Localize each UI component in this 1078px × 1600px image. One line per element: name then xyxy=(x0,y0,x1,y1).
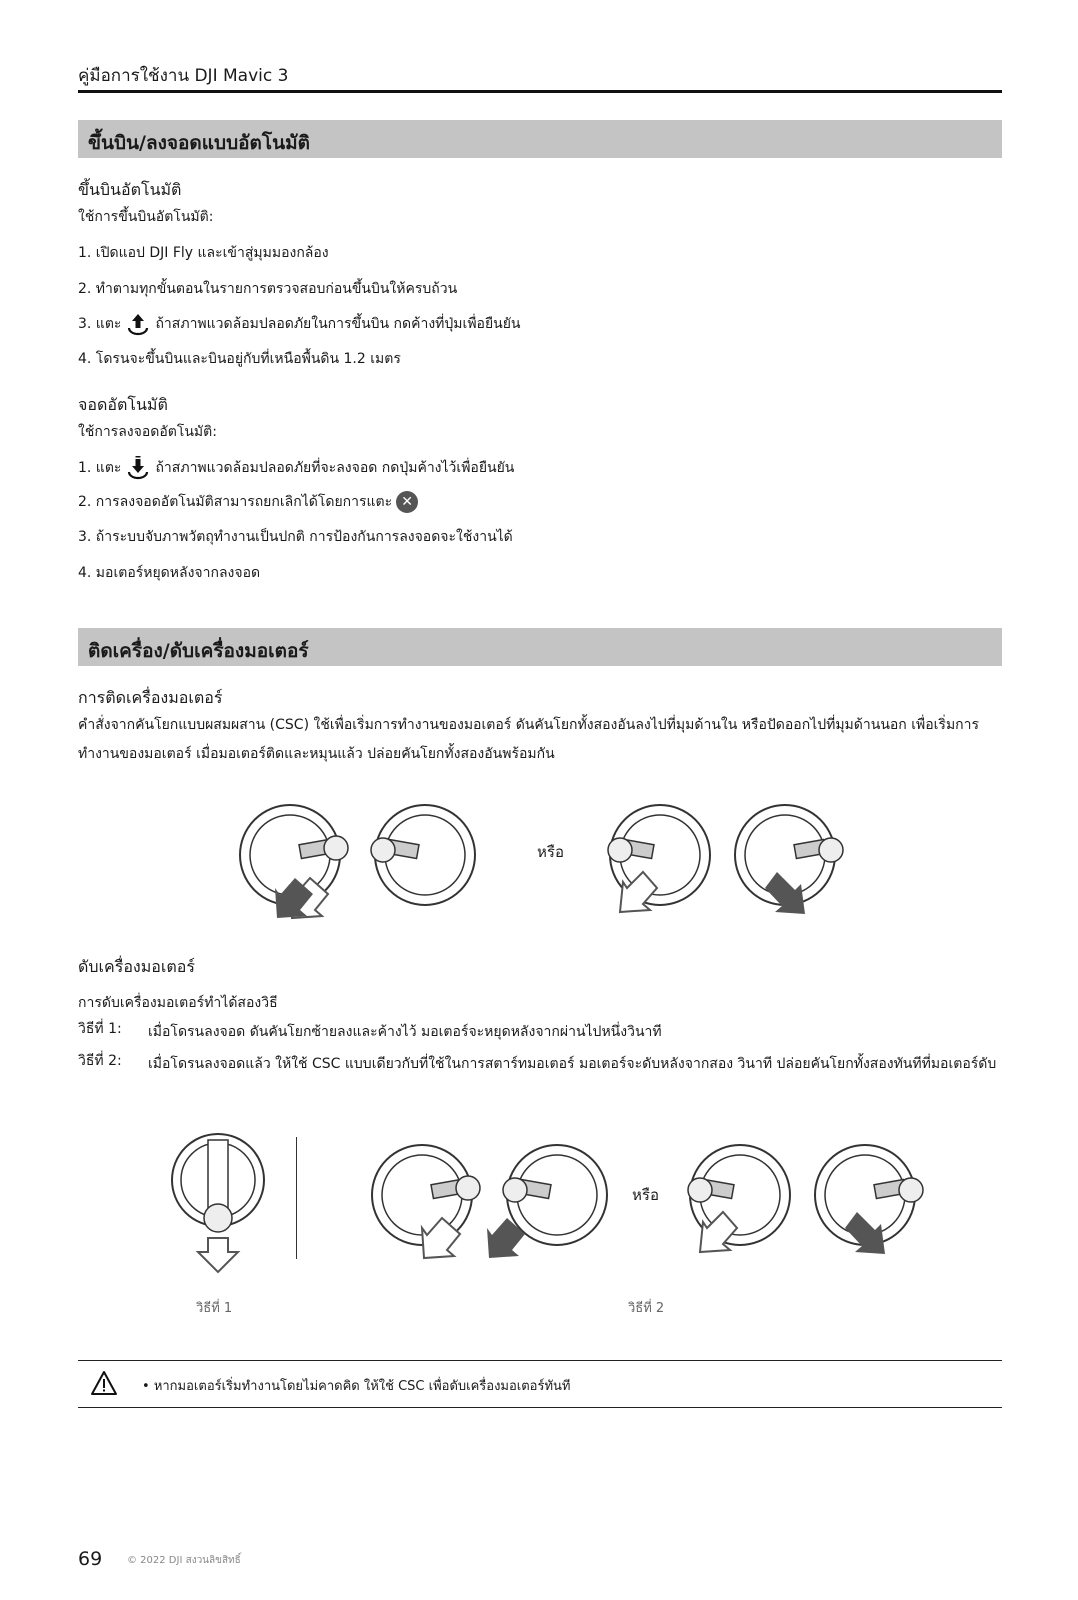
caption-method-2: วิธีที่ 2 xyxy=(628,1301,665,1316)
takeoff-step-2 xyxy=(78,278,457,300)
landing-step-2 xyxy=(78,491,418,513)
takeoff-step-4-text: 4. โดรนจะขึ้นบินและบินอยู่กับที่เหนือพื้นดิน 1.2 เมตร xyxy=(78,351,401,367)
or-label-start: หรือ xyxy=(537,843,564,861)
cancel-icon: ✕ xyxy=(396,491,418,513)
landing-step-4-text: 4. มอเตอร์หยุดหลังจากลงจอด xyxy=(78,565,261,581)
landing-step-1 xyxy=(78,456,514,480)
takeoff-step-3-prefix: 3. แตะ xyxy=(78,316,122,332)
page-number: 69 xyxy=(78,1548,103,1570)
header-title: คู่มือการใช้งาน DJI Mavic 3 xyxy=(78,66,289,86)
stop-method-2-text: เมื่อโดรนลงจอดแล้ว ให้ใช้ CSC แบบเดียวกับที่ใช้ในการสตาร์ทมอเตอร์ มอเตอร์จะดับหลังจากสอง วินาที ปล่อยคันโยกทั้งสองทันทีที่มอเตอร์ดับ xyxy=(148,1056,997,1072)
takeoff-intro: ใช้การขึ้นบินอัตโนมัติ: xyxy=(78,209,214,225)
landing-intro: ใช้การลงจอดอัตโนมัติ: xyxy=(78,424,217,440)
landing-step-1-suffix: ถ้าสภาพแวดล้อมปลอดภัยที่จะลงจอด กดปุ่มค้างไว้เพื่อยืนยัน xyxy=(155,460,515,476)
takeoff-heading: ขึ้นบินอัตโนมัติ xyxy=(78,180,182,199)
csc-inward-illustration xyxy=(240,800,480,925)
warning-text: หากมอเตอร์เริ่มทำงานโดยไม่คาดคิด ให้ใช้ CSC เพื่อดับเครื่องมอเตอร์ทันที xyxy=(153,1379,571,1394)
stop-motors-intro: การดับเครื่องมอเตอร์ทำได้สองวิธี xyxy=(78,995,278,1011)
stop-method-2-label: วิธีที่ 2: xyxy=(78,1053,122,1069)
warning-top-rule xyxy=(78,1360,1002,1361)
landing-icon xyxy=(125,456,151,480)
stop-method-1-label: วิธีที่ 1: xyxy=(78,1021,122,1037)
takeoff-step-1 xyxy=(78,242,329,264)
stop-motors-heading: ดับเครื่องมอเตอร์ xyxy=(78,957,195,976)
takeoff-step-4 xyxy=(78,348,401,370)
stop-method-1 xyxy=(78,1018,1008,1047)
method-divider xyxy=(296,1137,297,1259)
takeoff-step-2-text: 2. ทำตามทุกขั้นตอนในรายการตรวจสอบก่อนขึ้นบินให้ครบถ้วน xyxy=(78,281,458,297)
takeoff-step-3-suffix: ถ้าสภาพแวดล้อมปลอดภัยในการขึ้นบิน กดค้างที่ปุ่มเพื่อยืนยัน xyxy=(155,316,521,332)
stop-method-1-text: เมื่อโดรนลงจอด ดันคันโยกซ้ายลงและค้างไว้ มอเตอร์จะหยุดหลังจากผ่านไปหนึ่งวินาที xyxy=(148,1024,662,1040)
start-motors-paragraph: คำสั่งจากคันโยกแบบผสมผสาน (CSC) ใช้เพื่อเริ่มการทำงานของมอเตอร์ ดันคันโยกทั้งสองอันลงไปที่มุมด้านใน หรือปัดออกไปที่มุมด้านนอก เพื่อเริ่มการทำงานของมอเตอร์ เมื่อมอเตอร์ติดและหมุนแล้ว ปล่อยคันโยกทั้งสองอันพร้อมกัน xyxy=(78,717,980,762)
section-title-auto-takeoff-landing: ขึ้นบิน/ลงจอดแบบอัตโนมัติ xyxy=(88,132,310,154)
stop-method-2-inward-illustration xyxy=(372,1140,612,1265)
warning-bottom-rule xyxy=(78,1407,1002,1408)
takeoff-step-1-text: 1. เปิดแอป DJI Fly และเข้าสู่มุมมองกล้อง xyxy=(78,245,329,261)
or-label-stop: หรือ xyxy=(632,1186,659,1204)
warning-bullet: • xyxy=(142,1379,154,1394)
landing-step-2-text: 2. การลงจอดอัตโนมัติสามารถยกเลิกได้โดยการแตะ xyxy=(78,494,393,510)
warning-item xyxy=(142,1375,571,1396)
takeoff-step-3 xyxy=(78,312,521,336)
landing-step-4 xyxy=(78,562,260,584)
stop-method-1-illustration xyxy=(170,1130,270,1275)
start-motors-heading: การติดเครื่องมอเตอร์ xyxy=(78,688,223,707)
copyright: © 2022 DJI สงวนลิขสิทธิ์ xyxy=(127,1555,241,1566)
stop-method-2 xyxy=(78,1050,1008,1079)
takeoff-icon xyxy=(125,312,151,336)
warning-icon xyxy=(90,1370,118,1396)
landing-step-3-text: 3. ถ้าระบบจับภาพวัตถุทำงานเป็นปกติ การป้องกันการลงจอดจะใช้งานได้ xyxy=(78,529,513,545)
caption-method-1: วิธีที่ 1 xyxy=(196,1301,233,1316)
section-title-motors: ติดเครื่อง/ดับเครื่องมอเตอร์ xyxy=(88,640,309,662)
stop-method-2-outward-illustration xyxy=(685,1140,925,1265)
landing-step-3 xyxy=(78,526,513,548)
landing-step-1-prefix: 1. แตะ xyxy=(78,460,122,476)
csc-outward-illustration xyxy=(605,800,845,925)
landing-heading: จอดอัตโนมัติ xyxy=(78,395,168,414)
header-rule xyxy=(78,90,1002,93)
